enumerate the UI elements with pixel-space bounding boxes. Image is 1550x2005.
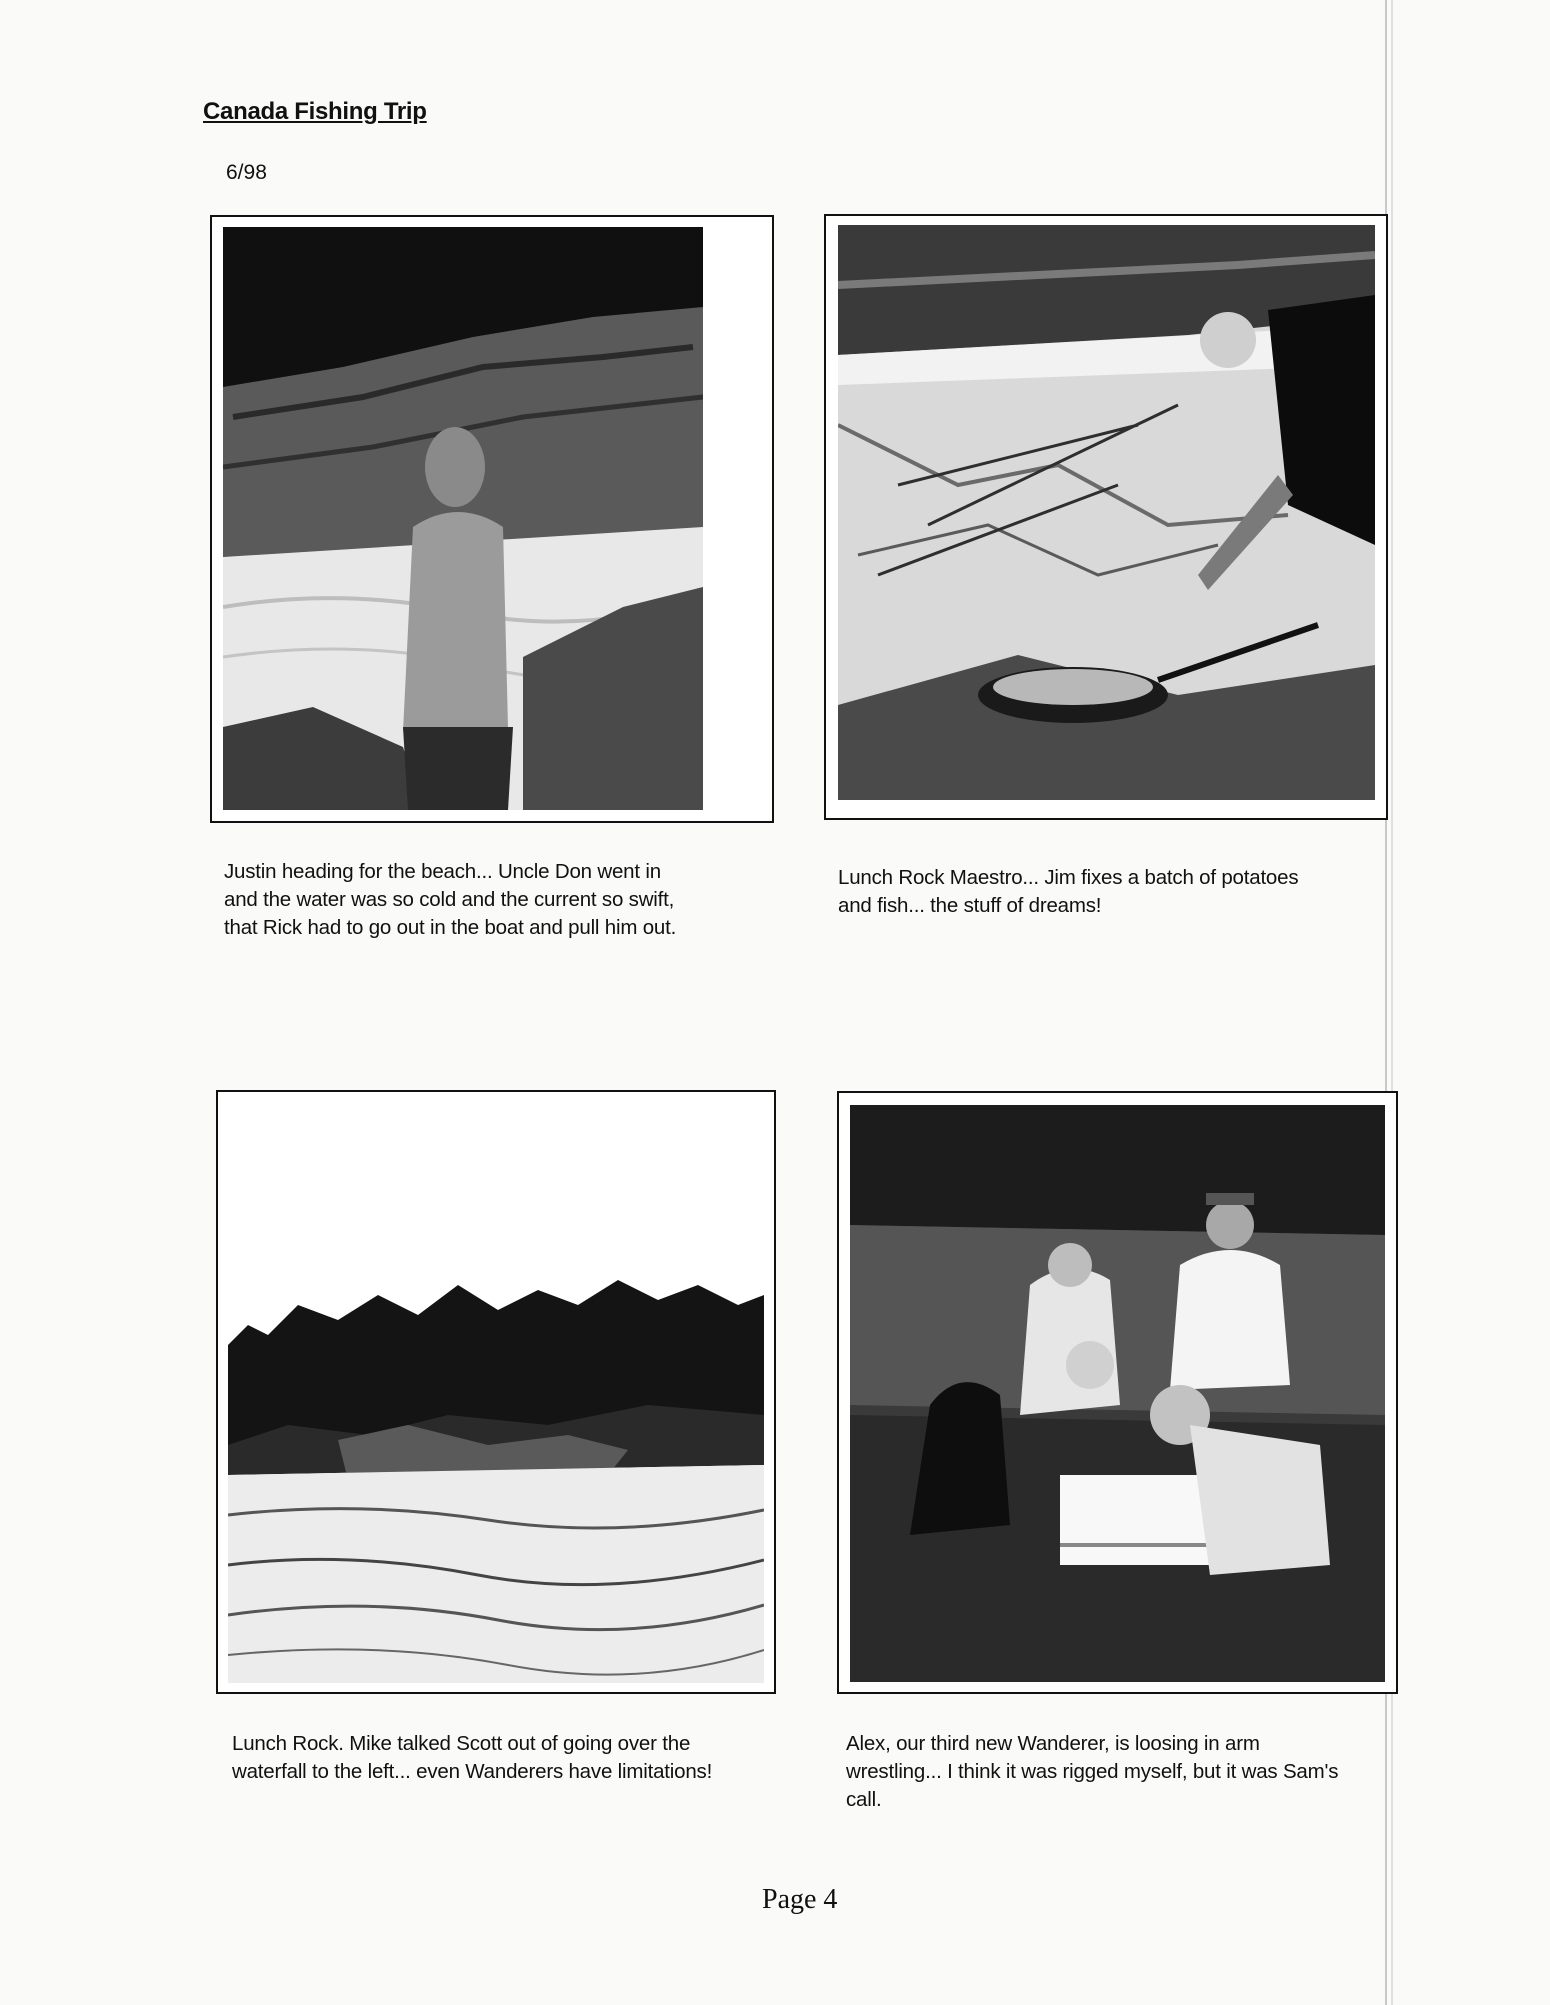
scan-edge-line (1391, 0, 1393, 2005)
photo-lunch-rock-waterfall (228, 1275, 764, 1683)
trip-date: 6/98 (226, 161, 267, 184)
photo-justin-river (223, 227, 703, 810)
photo-caption-4: Alex, our third new Wanderer, is loosing in arm wrestling... I think it was rigged myself, but it was Sam's call. (846, 1732, 1339, 1811)
page-title: Canada Fishing Trip (203, 98, 427, 125)
page-number: Page 4 (762, 1884, 838, 1915)
photo-caption-1: Justin heading for the beach... Uncle Don went in and the water was so cold and the current so swift, that Rick had to go out in the boat and pull him out. (224, 860, 677, 939)
photo-lunch-rock-cooking (838, 225, 1375, 800)
photo-caption-2: Lunch Rock Maestro... Jim fixes a batch of potatoes and fish... the stuff of dreams! (838, 866, 1299, 917)
photo-caption-3: Lunch Rock. Mike talked Scott out of going over the waterfall to the left... even Wanderers have limitations! (232, 1732, 713, 1783)
photo-arm-wrestling (850, 1105, 1385, 1682)
